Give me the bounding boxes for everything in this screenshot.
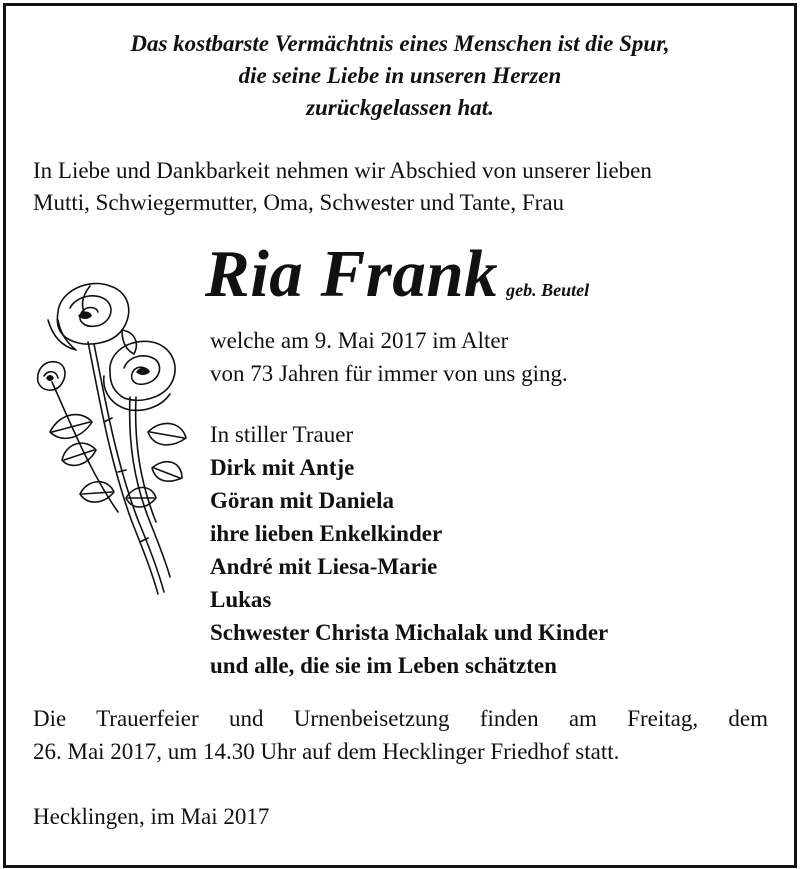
place-date: Hecklingen, im Mai 2017 (33, 804, 270, 829)
mourner-line: und alle, die sie im Leben schätzten (210, 653, 557, 678)
mourner-line: Göran mit Daniela (210, 488, 394, 513)
mourner-line: André mit Liesa-Marie (210, 554, 438, 579)
death-line-1: welche am 9. Mai 2017 im Alter (210, 328, 509, 353)
ceremony-line-2: 26. Mai 2017, um 14.30 Uhr auf dem Hecklinger Friedhof statt. (33, 739, 620, 764)
quote-line-3: zurückgelassen hat. (306, 95, 494, 120)
death-info (210, 324, 568, 390)
mourner-line: Lukas (210, 587, 272, 612)
intro-text (33, 155, 773, 219)
intro-line-2: Mutti, Schwiegermutter, Oma, Schwester und Tante, Frau (33, 190, 565, 215)
deceased-name: Ria Frank (205, 237, 499, 311)
quote-line-2: die seine Liebe in unseren Herzen (238, 63, 562, 88)
mourner-line: Schwester Christa Michalak und Kinder (210, 620, 609, 645)
mourner-line: Dirk mit Antje (210, 455, 355, 480)
mourners-heading: In stiller Trauer (210, 422, 354, 447)
ceremony-line-1: Die Trauerfeier und Urnenbeisetzung finden am Freitag, dem (33, 706, 768, 731)
ceremony-info (33, 702, 768, 768)
rose-illustration-icon (30, 272, 190, 602)
mourner-line: ihre lieben Enkelkinder (210, 521, 443, 546)
deceased-name-block (205, 238, 589, 310)
quote-line-1: Das kostbarste Vermächtnis eines Menschen ist die Spur, (130, 31, 670, 56)
death-line-2: von 73 Jahren für immer von uns ging. (210, 361, 568, 386)
intro-line-1: In Liebe und Dankbarkeit nehmen wir Abschied von unserer lieben (33, 158, 652, 183)
memorial-quote (0, 28, 800, 124)
birth-name: geb. Beutel (506, 280, 590, 300)
mourners-block (210, 418, 608, 682)
